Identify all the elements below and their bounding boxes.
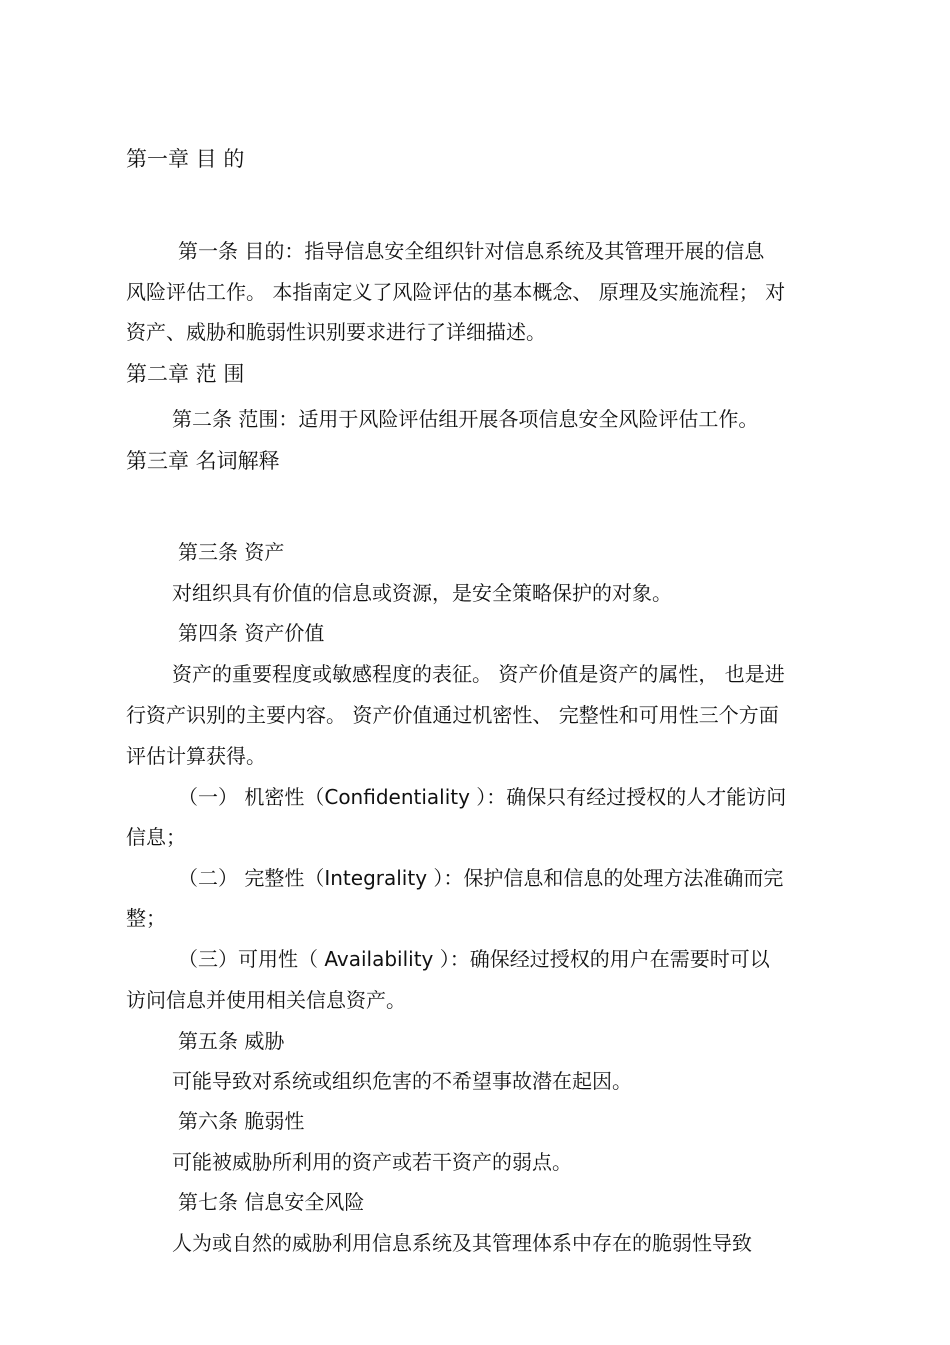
article-5-text: 可能导致对系统或组织危害的不希望事故潜在起因。 bbox=[172, 1069, 632, 1093]
article-1-heading: 第一条 目的： bbox=[178, 239, 305, 263]
chapter-2-title: 第二章 范 围 bbox=[126, 362, 245, 386]
article-6-text: 可能被威胁所利用的资产或若干资产的弱点。 bbox=[172, 1150, 572, 1174]
article-6-heading: 第六条 脆弱性 bbox=[178, 1109, 305, 1133]
article-1-line: 风险评估工作。 本指南定义了风险评估的基本概念、 原理及实施流程； 对 bbox=[126, 280, 786, 304]
article-2-heading: 第二条 范围： bbox=[172, 407, 299, 431]
chapter-1-title: 第一章 目 的 bbox=[126, 147, 245, 171]
article-4-heading: 第四条 资产价值 bbox=[178, 621, 325, 645]
article-4-line: 行资产识别的主要内容。 资产价值通过机密性、 完整性和可用性三个方面 bbox=[126, 703, 779, 727]
article-2-text: 适用于风险评估组开展各项信息安全风险评估工作。 bbox=[298, 407, 759, 431]
article-2 bbox=[172, 407, 758, 431]
article-1-line: 指导信息安全组织针对信息系统及其管理开展的信息 bbox=[304, 239, 765, 263]
article-5-heading: 第五条 威胁 bbox=[178, 1029, 285, 1053]
article-3-text: 对组织具有价值的信息或资源，是安全策略保护的对象。 bbox=[172, 581, 672, 605]
article-7-heading: 第七条 信息安全风险 bbox=[178, 1190, 365, 1214]
article-1-line: 资产、威胁和脆弱性识别要求进行了详细描述。 bbox=[126, 320, 546, 344]
article-4-line: 评估计算获得。 bbox=[126, 744, 266, 768]
article-7-text: 人为或自然的威胁利用信息系统及其管理体系中存在的脆弱性导致 bbox=[172, 1231, 752, 1255]
article-3-heading: 第三条 资产 bbox=[178, 540, 285, 564]
article-4-line: 资产的重要程度或敏感程度的表征。 资产价值是资产的属性， 也是进 bbox=[172, 662, 785, 686]
chapter-3-title: 第三章 名词解释 bbox=[126, 449, 280, 473]
